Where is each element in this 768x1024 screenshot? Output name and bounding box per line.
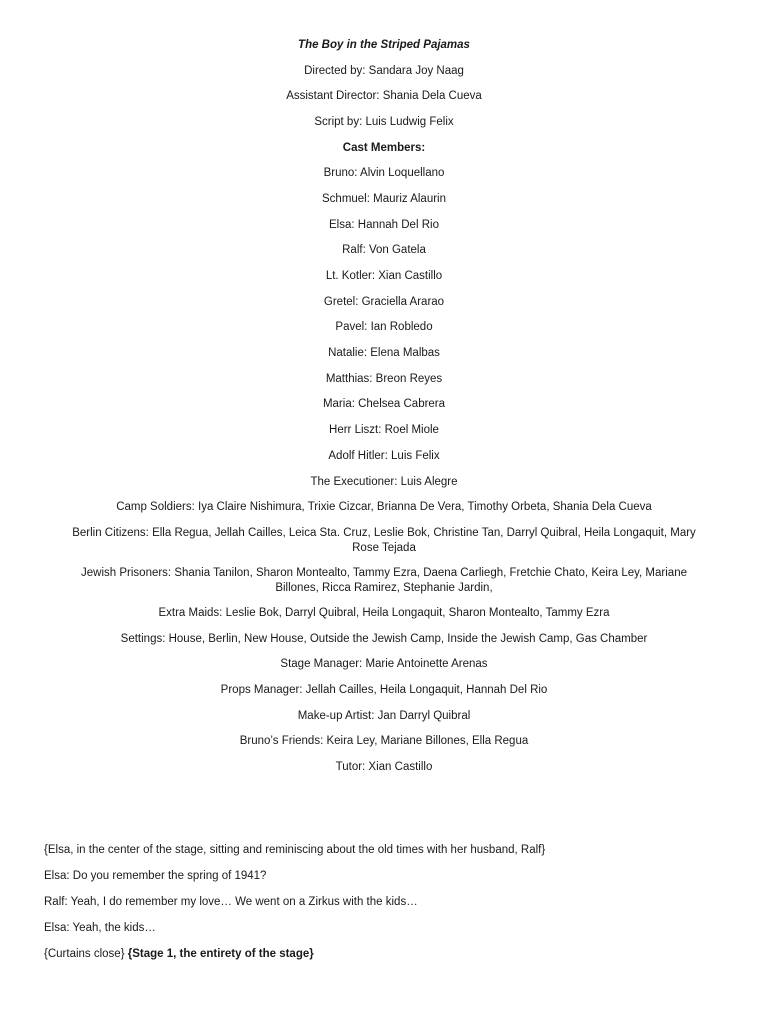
crew-entry: Stage Manager: Marie Antoinette Arenas [280, 658, 488, 671]
play-title: The Boy in the Striped Pajamas [298, 39, 470, 51]
stage-location: {Stage 1, the entirety of the stage} [127, 948, 314, 960]
cast-entry: The Executioner: Luis Alegre [310, 475, 458, 488]
director-credit: Directed by: Sandara Joy Naag [304, 64, 464, 77]
cast-heading: Cast Members: [342, 141, 426, 154]
stage-direction: {Elsa, in the center of the stage, sitting and reminiscing about the old times with her husband, Ralf} [44, 844, 546, 856]
cast-entry: Herr Liszt: Roel Miole [329, 424, 439, 437]
crew-entry: Bruno’s Friends: Keira Ley, Mariane Billones, Ella Regua [239, 735, 529, 748]
jewish-prisoners-line2: Billones, Ricca Ramirez, Stephanie Jardin, [275, 581, 493, 594]
cast-entry: Adolf Hitler: Luis Felix [328, 449, 440, 462]
cast-entry: Ralf: Von Gatela [342, 244, 426, 257]
crew-entry: Make-up Artist: Jan Darryl Quibral [297, 709, 471, 722]
stage-direction-closing [44, 947, 728, 962]
crew-entry: Props Manager: Jellah Cailles, Heila Longaquit, Hannah Del Rio [220, 683, 548, 696]
cast-entry: Natalie: Elena Malbas [328, 347, 440, 360]
credits-section [40, 38, 728, 786]
crew-entry: Settings: House, Berlin, New House, Outside the Jewish Camp, Inside the Jewish Camp, Gas Chamber [120, 632, 648, 645]
crew-entry: Extra Maids: Leslie Bok, Darryl Quibral, Heila Longaquit, Sharon Montealto, Tammy Ezra [158, 606, 610, 619]
assistant-director-credit: Assistant Director: Shania Dela Cueva [286, 90, 482, 103]
berlin-citizens-line2: Rose Tejada [352, 541, 416, 554]
dialogue-line: Elsa: Do you remember the spring of 1941? [44, 870, 267, 882]
cast-entry: Gretel: Graciella Ararao [323, 295, 445, 308]
dialogue-line: Elsa: Yeah, the kids… [44, 922, 156, 934]
jewish-prisoners-line1: Jewish Prisoners: Shania Tanilon, Sharon Montealto, Tammy Ezra, Daena Carliegh, Fretchie Chato, Keira Ley, Mariane [81, 566, 687, 579]
script-section [44, 843, 728, 973]
cast-entry: Matthias: Breon Reyes [325, 372, 443, 385]
cast-entry: Bruno: Alvin Loquellano [323, 167, 445, 180]
cast-entry: Camp Soldiers: Iya Claire Nishimura, Trixie Cizcar, Brianna De Vera, Timothy Orbeta, Shania Dela Cueva [116, 501, 652, 514]
berlin-citizens-line1: Berlin Citizens: Ella Regua, Jellah Cailles, Leica Sta. Cruz, Leslie Bok, Christine Tan, Darryl Quibral, Heila Longaquit, Mary [72, 526, 696, 539]
curtains-direction: {Curtains close} [44, 948, 128, 960]
cast-entry: Lt. Kotler: Xian Castillo [325, 270, 443, 282]
cast-entry: Maria: Chelsea Cabrera [322, 398, 446, 411]
berlin-citizens-entry [40, 526, 728, 556]
script-credit: Script by: Luis Ludwig Felix [314, 115, 454, 128]
dialogue-line: Ralf: Yeah, I do remember my love… We went on a Zirkus with the kids… [44, 896, 418, 908]
crew-entry: Tutor: Xian Castillo [335, 761, 433, 773]
cast-entry: Schmuel: Mauriz Alaurin [322, 192, 446, 205]
jewish-prisoners-entry [40, 566, 728, 596]
cast-entry: Elsa: Hannah Del Rio [329, 218, 439, 231]
cast-entry: Pavel: Ian Robledo [335, 321, 433, 334]
